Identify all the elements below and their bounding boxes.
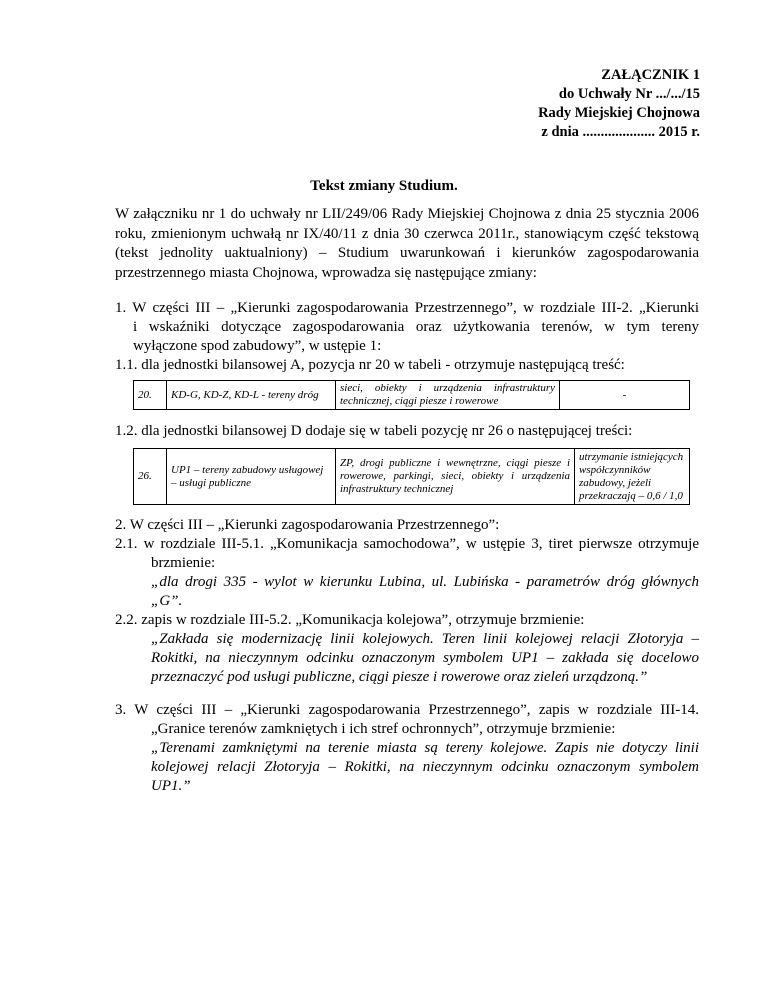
table-cell-allowed-use: sieci, obiekty i urządzenia infrastruktury technicznej, ciągi piesze i rowerowe — [336, 381, 560, 410]
section3-quote1: „Terenami zamkniętymi na terenie miasta są tereny kolejowe. Zapis nie dotyczy linii — [151, 740, 699, 756]
table-cell-indicators — [575, 449, 690, 505]
section1-2: 1.2. dla jednostki bilansowej D dodaje się w tabeli pozycję nr 26 o następującej treści: — [115, 423, 633, 439]
section2-2-quote2: Rokitki, na nieczynnym odcinku oznaczonym symbolem UP1 – zakłada się docelowo — [151, 650, 699, 666]
section2-1-line2: brzmienie: — [151, 555, 216, 571]
annex-header — [538, 66, 700, 142]
intro-paragraph: W załączniku nr 1 do uchwały nr LII/249/06 Rady Miejskiej Chojnowa z dnia 25 stycznia 2006 roku, zmienionym uchwałą nr IX/40/11 z dnia 30 czerwca 2011r., stanowiącym część tekstową (tekst jednolity uaktualniony) – Studium uwarunkowań i kierunków zagospodarowania przestrzennego miasta Chojnowa, wprowadza się następujące zmiany: — [115, 206, 699, 281]
table-row — [134, 449, 690, 505]
section1-1: 1.1. dla jednostki bilansowej A, pozycja nr 20 w tabeli - otrzymuje następującą treść: — [115, 357, 625, 373]
table-row — [134, 381, 690, 410]
table-cell-position: 26. — [134, 449, 167, 505]
indicator-line3: zabudowy, jeżeli — [579, 476, 652, 489]
section2-1-quote2: „G”. — [151, 593, 183, 609]
resolution-date: z dnia .................... 2015 r. — [541, 124, 700, 140]
section2-2-quote1: „Zakłada się modernizację linii kolejowych. Teren linii kolejowej relacji Złotoryja – — [151, 631, 699, 647]
table-unit-a — [133, 380, 690, 410]
section2-1-quote1: „dla drogi 335 - wylot w kierunku Lubina, ul. Lubińska - parametrów dróg głównych — [151, 574, 699, 590]
section2-line1: 2. W części III – „Kierunki zagospodarowania Przestrzennego”: — [115, 517, 500, 533]
section3-quote2: kolejowej relacji Złotoryja – Rokitki, na nieczynnym odcinku oznaczonym symbolem — [151, 759, 699, 775]
section3-quote3: UP1.” — [151, 778, 191, 794]
section1-line3: wyłączone spod zabudowy”, w ustępie 1: — [133, 338, 382, 354]
section1-line1: 1. W części III – „Kierunki zagospodarowania Przestrzennego”, w rozdziale III-2. „Kierunki — [115, 300, 699, 316]
annex-number: ZAŁĄCZNIK 1 — [601, 67, 700, 83]
council-name: Rady Miejskiej Chojnowa — [538, 105, 700, 121]
document-title: Tekst zmiany Studium. — [310, 178, 458, 194]
resolution-number: do Uchwały Nr .../.../15 — [558, 86, 700, 102]
section2-2-line1: 2.2. zapis w rozdziale III-5.2. „Komunikacja kolejowa”, otrzymuje brzmienie: — [115, 612, 585, 628]
indicator-line2: współczynników — [579, 463, 651, 476]
table-unit-d — [133, 448, 690, 505]
table-cell-indicators: - — [560, 381, 690, 410]
table-cell-allowed-use: ZP, drogi publiczne i wewnętrzne, ciągi piesze i rowerowe, parkingi, sieci, obiekty i urządzenia infrastruktury technicznej — [336, 449, 575, 505]
section2-2-quote3: przeznaczyć pod usługi publiczne, ciągi piesze i rowerowe oraz zieleń urządzoną.” — [151, 669, 648, 685]
section3-line1: 3. W części III – „Kierunki zagospodarowania Przestrzennego”, zapis w rozdziale III-14. — [115, 702, 699, 718]
table-cell-position: 20. — [134, 381, 167, 410]
section2-1-line1: 2.1. w rozdziale III-5.1. „Komunikacja samochodowa”, w ustępie 3, tiret pierwsze otrzymuje — [115, 536, 699, 552]
section1-line2: i wskaźniki dotyczące zagospodarowania oraz użytkowania terenów, w tym tereny — [133, 319, 699, 335]
table-cell-area: KD-G, KD-Z, KD-L - tereny dróg — [167, 381, 336, 410]
section3-line2: „Granice terenów zamkniętych i ich stref ochronnych”, otrzymuje brzmienie: — [151, 721, 616, 737]
table-cell-area: UP1 – tereny zabudowy usługowej – usługi publiczne — [167, 449, 336, 505]
indicator-line1: utrzymanie istniejących — [579, 450, 684, 463]
indicator-line4: przekraczają – 0,6 / 1,0 — [579, 489, 683, 502]
